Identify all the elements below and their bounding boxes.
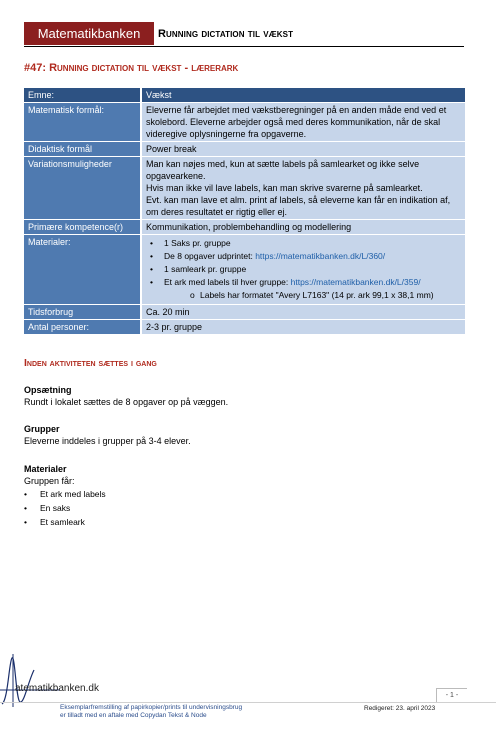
header-title: Running dictation til vækst — [158, 28, 294, 40]
page-header — [24, 22, 464, 47]
groups-heading: Grupper — [24, 424, 60, 434]
brand-label: Matematikbanken — [24, 22, 154, 45]
bullet-icon: • — [150, 238, 153, 248]
section-heading: Inden aktiviteten sættes i gang — [24, 357, 157, 369]
row-key: Materialer: — [24, 235, 141, 305]
list-item: • De 8 opgaver udprintet: https://matematikbanken.dk/L/360/ — [150, 251, 386, 261]
table-row — [24, 305, 465, 320]
table-row — [24, 103, 465, 142]
variation-line: Evt. kan man lave et alm. print af labels, så eleverne kan får en indikation af, om deres resultatet er rigtig eller ej. — [146, 195, 451, 217]
row-key: Variationsmuligheder — [24, 157, 141, 220]
materials-heading: Materialer — [24, 464, 67, 474]
table-row — [24, 220, 465, 235]
setup-heading: Opsætning — [24, 385, 72, 395]
list-item: • Et samleark — [24, 517, 85, 527]
circle-bullet-icon: o — [190, 290, 195, 300]
row-key: Emne: — [24, 88, 141, 103]
variation-line: Hvis man ikke vil lave labels, kan man skrive svarerne på samlearket. — [146, 183, 423, 193]
bullet-icon: • — [24, 517, 27, 527]
row-value: Ca. 20 min — [141, 305, 465, 320]
setup-block — [24, 384, 228, 408]
groups-text: Eleverne inddeles i grupper på 3-4 elever. — [24, 436, 191, 446]
list-item: • Et ark med labels til hver gruppe: https://matematikbanken.dk/L/359/ o Labels har formatet "Avery L7163" (14 pr. ark 99,1 x 38,1 mm) — [146, 277, 461, 301]
bullet-icon: • — [24, 503, 27, 513]
group-materials-list — [24, 487, 106, 529]
list-item: • En saks — [24, 503, 71, 513]
row-value: Kommunikation, problembehandling og modellering — [141, 220, 465, 235]
tasks-link[interactable]: https://matematikbanken.dk/L/360/ — [255, 251, 386, 261]
variation-line: Man kan nøjes med, kun at sætte labels på samlearket og ikke selve opgavearkene. — [146, 159, 420, 181]
row-value: Power break — [141, 142, 465, 157]
materials-list — [146, 238, 461, 301]
list-item: • Et ark med labels — [24, 489, 106, 499]
materials-block — [24, 463, 106, 529]
footer-divider — [0, 702, 496, 703]
edited-date: Redigeret: 23. april 2023 — [364, 705, 436, 712]
setup-text: Rundt i lokalet sættes de 8 opgaver op på væggen. — [24, 397, 229, 407]
row-value: 2-3 pr. gruppe — [141, 320, 465, 335]
materials-intro: Gruppen får: — [24, 476, 75, 486]
row-key: Tidsforbrug — [24, 305, 141, 320]
materials-cell — [141, 235, 465, 305]
list-item: o Labels har formatet "Avery L7163" (14 pr. ark 99,1 x 38,1 mm) — [190, 290, 434, 300]
row-value: Eleverne får arbejdet med vækstberegninger på en anden måde end ved et skolebord. Eleverne arbejder også med deres kommunikation, når de skal videregive oplysningerne fra opgaverne. — [141, 103, 465, 142]
matematikbanken-logo — [0, 652, 140, 708]
bullet-icon: • — [150, 264, 153, 274]
table-row — [24, 88, 465, 103]
table-row — [24, 235, 465, 305]
row-key: Primære kompetence(r) — [24, 220, 141, 235]
labels-link[interactable]: https://matematikbanken.dk/L/359/ — [290, 277, 421, 287]
bullet-icon: • — [24, 489, 27, 499]
materials-sublist — [186, 290, 461, 301]
row-value: Vækst — [141, 88, 465, 103]
page-number: - 1 - — [436, 688, 467, 703]
copyright-notice: Eksemplarfremstilling af papirkopier/prints til undervisningsbrug er tilladt med en aftale med Copydan Tekst & Node — [60, 704, 243, 719]
list-item: • 1 samleark pr. gruppe — [150, 264, 247, 274]
table-row — [24, 320, 465, 335]
row-key: Antal personer: — [24, 320, 141, 335]
bullet-icon: • — [150, 251, 153, 261]
groups-block — [24, 423, 191, 447]
row-value — [141, 157, 465, 220]
bullet-icon: • — [150, 277, 153, 287]
document-title: #47: Running dictation til vækst - lærerark — [24, 62, 239, 74]
logo-text: atematikbanken.dk — [15, 683, 99, 694]
row-key: Matematisk formål: — [24, 103, 141, 142]
info-table — [24, 88, 465, 334]
row-key: Didaktisk formål — [24, 142, 141, 157]
list-item: • 1 Saks pr. gruppe — [150, 238, 231, 248]
table-row — [24, 142, 465, 157]
table-row — [24, 157, 465, 220]
